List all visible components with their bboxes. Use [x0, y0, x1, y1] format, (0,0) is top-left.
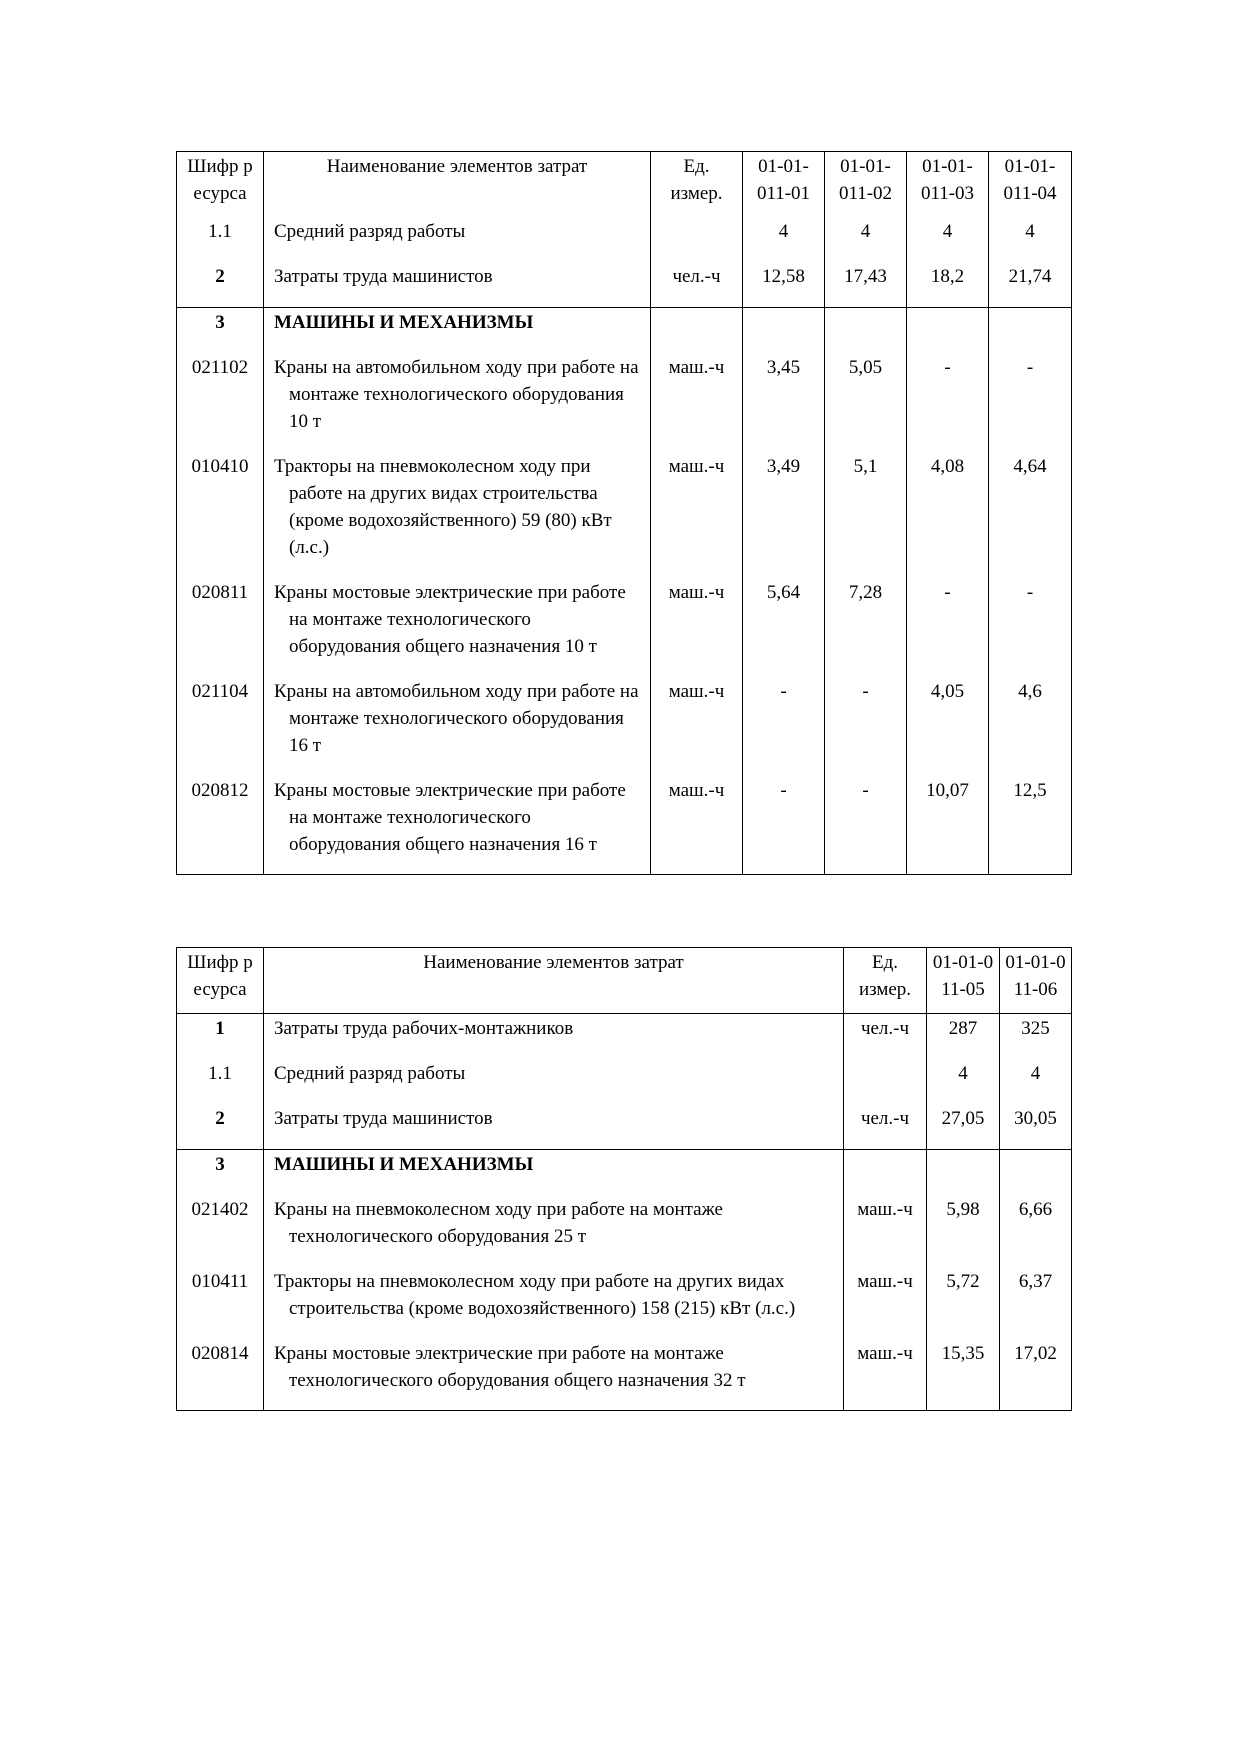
header-unit: Ед. измер.	[651, 152, 743, 218]
value-cell: 4,08	[907, 452, 989, 578]
value-cell: 17,43	[825, 262, 907, 308]
cost-element-name	[264, 353, 651, 452]
header-norm-code: 01-01-011-06	[1000, 948, 1072, 1014]
value-cell: 5,64	[743, 578, 825, 677]
value-cell: 7,28	[825, 578, 907, 677]
value-cell: 4,05	[907, 677, 989, 776]
table-row	[177, 578, 1072, 677]
section-row	[177, 308, 1072, 354]
value-cell: 10,07	[907, 776, 989, 875]
value-cell: 17,02	[1000, 1339, 1072, 1411]
value-cell: 21,74	[989, 262, 1072, 308]
value-cell: -	[825, 776, 907, 875]
value-cell: 4	[825, 217, 907, 262]
resource-code: 2	[177, 1104, 264, 1150]
table-row	[177, 776, 1072, 875]
resource-code: 1.1	[177, 1059, 264, 1104]
unit: маш.-ч	[651, 353, 743, 452]
unit	[844, 1150, 927, 1196]
unit: маш.-ч	[844, 1267, 927, 1339]
resource-table-1	[176, 151, 1072, 875]
resource-table-2	[176, 947, 1072, 1411]
value-cell: 5,98	[927, 1195, 1000, 1267]
value-cell	[907, 308, 989, 354]
unit	[651, 308, 743, 354]
value-cell: -	[989, 578, 1072, 677]
unit: маш.-ч	[844, 1339, 927, 1411]
cost-element-name	[264, 578, 651, 677]
value-cell: 12,5	[989, 776, 1072, 875]
value-cell: 6,37	[1000, 1267, 1072, 1339]
unit: чел.-ч	[844, 1104, 927, 1150]
value-cell: -	[825, 677, 907, 776]
value-cell	[743, 308, 825, 354]
resource-code: 021104	[177, 677, 264, 776]
cost-element-name	[264, 1267, 844, 1339]
table-row	[177, 1267, 1072, 1339]
resource-code: 3	[177, 308, 264, 354]
cost-element-name	[264, 452, 651, 578]
cost-element-name	[264, 677, 651, 776]
value-cell: 4	[1000, 1059, 1072, 1104]
table-row	[177, 1059, 1072, 1104]
resource-code: 020814	[177, 1339, 264, 1411]
value-cell	[825, 308, 907, 354]
value-cell: 5,05	[825, 353, 907, 452]
value-cell	[1000, 1150, 1072, 1196]
header-norm-code: 01-01-011-05	[927, 948, 1000, 1014]
value-cell: 4	[907, 217, 989, 262]
cost-element-text: Краны мостовые электрические при работе на монтаже технологического оборудования общего назначения 16 т	[274, 780, 626, 855]
cost-element-name	[264, 1195, 844, 1267]
resource-code: 021402	[177, 1195, 264, 1267]
cost-element-text: Тракторы на пневмоколесном ходу при работе на других видах строительства (кроме водохозяйственного) 158 (215) кВт (л.с.)	[274, 1271, 796, 1319]
cost-element-name: Средний разряд работы	[264, 217, 651, 262]
unit: маш.-ч	[651, 578, 743, 677]
table-row	[177, 262, 1072, 308]
table-row	[177, 1339, 1072, 1411]
resource-code: 1.1	[177, 217, 264, 262]
value-cell: 4,64	[989, 452, 1072, 578]
unit: маш.-ч	[651, 452, 743, 578]
value-cell: 4	[743, 217, 825, 262]
resource-code: 020812	[177, 776, 264, 875]
table-row	[177, 1104, 1072, 1150]
value-cell: -	[743, 776, 825, 875]
cost-element-text: Краны на автомобильном ходу при работе на монтаже технологического оборудования 10 т	[274, 357, 639, 432]
header-norm-code: 01-01-011-03	[907, 152, 989, 218]
header-norm-code: 01-01-011-04	[989, 152, 1072, 218]
value-cell: 4	[989, 217, 1072, 262]
table-row	[177, 353, 1072, 452]
value-cell: -	[907, 578, 989, 677]
value-cell: 4	[927, 1059, 1000, 1104]
cost-element-name: Средний разряд работы	[264, 1059, 844, 1104]
cost-element-text: Краны мостовые электрические при работе на монтаже технологического оборудования общего назначения 32 т	[274, 1343, 746, 1391]
value-cell: 6,66	[1000, 1195, 1072, 1267]
value-cell: 30,05	[1000, 1104, 1072, 1150]
value-cell: 5,72	[927, 1267, 1000, 1339]
value-cell: 3,45	[743, 353, 825, 452]
resource-code: 020811	[177, 578, 264, 677]
value-cell: 27,05	[927, 1104, 1000, 1150]
header-cost-element-name: Наименование элементов затрат	[264, 152, 651, 218]
table-row	[177, 1195, 1072, 1267]
value-cell: 325	[1000, 1014, 1072, 1060]
table-row	[177, 1014, 1072, 1060]
unit: маш.-ч	[651, 776, 743, 875]
unit: маш.-ч	[651, 677, 743, 776]
value-cell: 5,1	[825, 452, 907, 578]
header-norm-code: 01-01-011-02	[825, 152, 907, 218]
unit	[844, 1059, 927, 1104]
resource-code: 2	[177, 262, 264, 308]
table-header-row	[177, 152, 1072, 218]
section-title: МАШИНЫ И МЕХАНИЗМЫ	[264, 1150, 844, 1196]
resource-code: 010410	[177, 452, 264, 578]
value-cell	[989, 308, 1072, 354]
header-norm-code: 01-01-011-01	[743, 152, 825, 218]
header-resource-code: Шифр ресурса	[177, 948, 264, 1014]
cost-element-text: Краны мостовые электрические при работе на монтаже технологического оборудования общего назначения 10 т	[274, 582, 626, 657]
value-cell: 3,49	[743, 452, 825, 578]
unit	[651, 217, 743, 262]
table-row	[177, 677, 1072, 776]
value-cell: -	[743, 677, 825, 776]
table-row	[177, 452, 1072, 578]
cost-element-name: Затраты труда рабочих-монтажников	[264, 1014, 844, 1060]
value-cell: -	[907, 353, 989, 452]
resource-code: 010411	[177, 1267, 264, 1339]
header-cost-element-name: Наименование элементов затрат	[264, 948, 844, 1014]
cost-element-text: Тракторы на пневмоколесном ходу при работе на других видах строительства (кроме водохозяйственного) 59 (80) кВт (л.с.)	[274, 456, 612, 558]
unit: чел.-ч	[651, 262, 743, 308]
cost-element-name	[264, 776, 651, 875]
cost-element-text: Краны на автомобильном ходу при работе на монтаже технологического оборудования 16 т	[274, 681, 639, 756]
resource-code: 021102	[177, 353, 264, 452]
resource-code: 1	[177, 1014, 264, 1060]
cost-element-text: Краны на пневмоколесном ходу при работе на монтаже технологического оборудования 25 т	[274, 1199, 723, 1247]
value-cell: 287	[927, 1014, 1000, 1060]
value-cell: 12,58	[743, 262, 825, 308]
value-cell: 18,2	[907, 262, 989, 308]
header-unit: Ед. измер.	[844, 948, 927, 1014]
cost-element-name: Затраты труда машинистов	[264, 262, 651, 308]
value-cell: -	[989, 353, 1072, 452]
resource-code: 3	[177, 1150, 264, 1196]
table-header-row	[177, 948, 1072, 1014]
cost-element-name	[264, 1339, 844, 1411]
header-resource-code: Шифр ресурса	[177, 152, 264, 218]
section-title: МАШИНЫ И МЕХАНИЗМЫ	[264, 308, 651, 354]
unit: маш.-ч	[844, 1195, 927, 1267]
value-cell: 4,6	[989, 677, 1072, 776]
table-row	[177, 217, 1072, 262]
cost-element-name: Затраты труда машинистов	[264, 1104, 844, 1150]
value-cell	[927, 1150, 1000, 1196]
section-row	[177, 1150, 1072, 1196]
value-cell: 15,35	[927, 1339, 1000, 1411]
unit: чел.-ч	[844, 1014, 927, 1060]
